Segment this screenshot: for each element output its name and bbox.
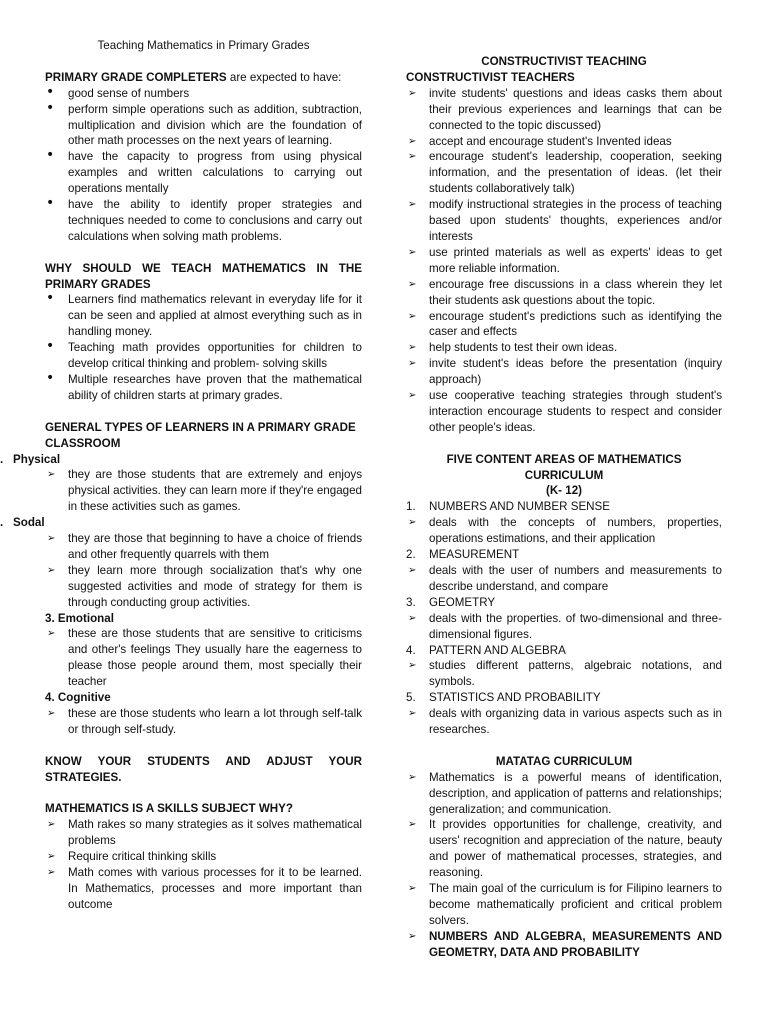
list-item-text: deals with the user of numbers and measurements to describe understand, and compare bbox=[429, 563, 722, 593]
bullet-icon: • bbox=[46, 147, 55, 164]
list-item bbox=[406, 277, 722, 309]
arrow-bullet-icon: ➢ bbox=[408, 883, 417, 895]
list-item bbox=[406, 817, 722, 881]
arrow-bullet-icon: ➢ bbox=[47, 867, 56, 879]
content-area-title: STATISTICS AND PROBABILITY bbox=[429, 691, 601, 705]
list-item bbox=[45, 197, 362, 245]
arrow-bullet-icon: ➢ bbox=[408, 771, 417, 783]
list-item-text: Multiple researches have proven that the mathematical ability of children starts at primary grades. bbox=[68, 373, 362, 402]
completers-list bbox=[45, 83, 362, 245]
arrow-bullet-icon: ➢ bbox=[408, 151, 417, 163]
list-item-text: Learners find mathematics relevant in everyday life for it can be seen and applied at almost everything such as in handling money. bbox=[68, 293, 362, 339]
list-item bbox=[406, 563, 722, 595]
content-area-title: MEASUREMENT bbox=[429, 548, 520, 562]
list-item bbox=[45, 83, 362, 102]
list-item bbox=[45, 563, 362, 611]
why-teach-heading: WHY SHOULD WE TEACH MATHEMATICS IN THE PRIMARY GRADES bbox=[45, 261, 362, 291]
social-learner-list bbox=[45, 531, 362, 611]
list-item-text: deals with organizing data in various aspects such as in researches. bbox=[429, 707, 722, 737]
list-item bbox=[45, 706, 362, 738]
content-area-number: 4. bbox=[406, 643, 416, 657]
list-item-text: they are those students that are extremely and enjoys physical activities. they can learn more if they're engaged in these activities such as games. bbox=[68, 468, 362, 514]
list-item-text: NUMBERS AND ALGEBRA, MEASUREMENTS AND GEOMETRY, DATA AND PROBABILITY bbox=[429, 929, 722, 959]
list-item-text: they learn more through socialization that's why one suggested activities and mode of strategy for them is through conducting group activities. bbox=[68, 563, 362, 609]
completers-heading: PRIMARY GRADE COMPLETERS are expected to have: bbox=[45, 70, 342, 84]
arrow-bullet-icon: ➢ bbox=[408, 819, 417, 831]
list-item bbox=[406, 515, 722, 547]
list-item bbox=[406, 340, 722, 356]
list-item bbox=[406, 929, 722, 961]
content-area-number: 1. bbox=[406, 500, 416, 514]
learner-types-heading: GENERAL TYPES OF LEARNERS IN A PRIMARY GRADE CLASSROOM bbox=[45, 420, 356, 450]
content-area-title: PATTERN AND ALGEBRA bbox=[429, 643, 566, 657]
list-item-text: use cooperative teaching strategies through student's interaction encourage students to respect and consider other people's ideas. bbox=[429, 389, 722, 434]
content-area-title: NUMBERS AND NUMBER SENSE bbox=[429, 500, 611, 514]
arrow-bullet-icon: ➢ bbox=[408, 708, 417, 720]
list-item bbox=[406, 86, 722, 134]
list-item bbox=[45, 626, 362, 690]
learner-type-physical: . Physical bbox=[0, 452, 61, 466]
content-area-name bbox=[406, 690, 722, 706]
bullet-icon: • bbox=[46, 370, 55, 386]
content-area-name bbox=[406, 643, 722, 659]
constructivist-title: CONSTRUCTIVIST TEACHING bbox=[481, 55, 647, 68]
list-item bbox=[406, 706, 722, 738]
arrow-bullet-icon: ➢ bbox=[47, 851, 56, 863]
content-area-name bbox=[406, 499, 722, 515]
list-item-text: Require critical thinking skills bbox=[68, 850, 217, 864]
arrow-bullet-icon: ➢ bbox=[408, 930, 417, 942]
left-column bbox=[0, 38, 362, 913]
learner-type-social: . Sodal bbox=[0, 516, 45, 530]
matatag-list bbox=[406, 770, 722, 961]
list-item bbox=[45, 340, 362, 372]
content-area-name bbox=[406, 595, 722, 611]
why-teach-list bbox=[45, 292, 362, 403]
list-item bbox=[45, 817, 362, 849]
list-item-text: use printed materials as well as experts' ideas to get more reliable information. bbox=[429, 245, 722, 275]
list-item bbox=[406, 388, 722, 436]
arrow-bullet-icon: ➢ bbox=[408, 310, 417, 322]
list-item-text: Math rakes so many strategies as it solves mathematical problems bbox=[68, 818, 362, 848]
list-item-text: have the capacity to progress from using physical examples and written calculations to carrying out operations mentally bbox=[68, 150, 362, 196]
list-item bbox=[45, 865, 362, 913]
list-item-text: have the ability to identify proper strategies and techniques needed to come to conclusions and carry out calculations when solving math problems. bbox=[68, 198, 362, 243]
list-item-text: invite student's ideas before the presentation (inquiry approach) bbox=[429, 357, 722, 387]
arrow-bullet-icon: ➢ bbox=[408, 660, 417, 672]
arrow-bullet-icon: ➢ bbox=[408, 517, 417, 529]
list-item-text: help students to test their own ideas. bbox=[429, 341, 618, 355]
list-item-text: modify instructional strategies in the process of teaching based upon students' thoughts, experiences and/or interests bbox=[429, 198, 722, 243]
list-item-text: The main goal of the curriculum is for Filipino learners to become mathematically proficient and critical problem solvers. bbox=[429, 882, 722, 927]
arrow-bullet-icon: ➢ bbox=[47, 628, 56, 640]
list-item bbox=[406, 658, 722, 690]
content-area-number: 3. bbox=[406, 595, 416, 609]
constructivist-teachers-heading: CONSTRUCTIVIST TEACHERS bbox=[406, 70, 575, 84]
list-item bbox=[45, 292, 362, 340]
arrow-bullet-icon: ➢ bbox=[408, 390, 417, 402]
list-item-text: encourage student's predictions such as identifying the caser and effects bbox=[429, 309, 722, 339]
arrow-bullet-icon: ➢ bbox=[408, 246, 417, 258]
content-area-name bbox=[406, 547, 722, 563]
bullet-icon: • bbox=[46, 99, 55, 116]
physical-learner-list bbox=[45, 467, 362, 515]
list-item bbox=[406, 245, 722, 277]
list-item bbox=[406, 134, 722, 150]
document-title: Teaching Mathematics in Primary Grades bbox=[97, 39, 310, 52]
list-item bbox=[45, 849, 362, 865]
learner-type-cognitive: 4. Cognitive bbox=[45, 691, 111, 705]
list-item bbox=[45, 99, 362, 150]
know-students-heading: KNOW YOUR STUDENTS AND ADJUST YOUR STRATEGIES. bbox=[45, 754, 362, 784]
list-item-text: deals with the concepts of numbers, properties, operations estimations, and their application bbox=[429, 516, 722, 546]
list-item-text: they are those that beginning to have a choice of friends and other frequently quarrels with them bbox=[68, 532, 362, 561]
list-item-text: Math comes with various processes for it to be learned. In Mathematics, processes and more important than outcome bbox=[68, 866, 362, 911]
arrow-bullet-icon: ➢ bbox=[47, 564, 56, 576]
list-item bbox=[406, 309, 722, 341]
skills-subject-list bbox=[45, 817, 362, 912]
list-item bbox=[406, 356, 722, 388]
list-item-text: good sense of numbers bbox=[68, 86, 190, 100]
list-item-text: accept and encourage student's Invented ideas bbox=[429, 134, 672, 148]
constructivist-list bbox=[406, 86, 722, 436]
matatag-heading: MATATAG CURRICULUM bbox=[495, 754, 633, 768]
arrow-bullet-icon: ➢ bbox=[408, 342, 417, 354]
list-item-text: these are those students who learn a lot through self-talk or through self-study. bbox=[68, 707, 362, 736]
bullet-icon: • bbox=[46, 83, 55, 100]
bullet-icon: • bbox=[46, 338, 55, 355]
arrow-bullet-icon: ➢ bbox=[408, 135, 417, 147]
list-item-text: invite students' questions and ideas casks them about their previous experiences and learnings that can be connected to the topic discussed) bbox=[429, 86, 722, 132]
list-item bbox=[406, 197, 722, 245]
list-item bbox=[406, 611, 722, 643]
emotional-learner-list bbox=[45, 626, 362, 690]
cognitive-learner-list bbox=[45, 706, 362, 738]
list-item bbox=[406, 770, 722, 818]
list-item bbox=[406, 149, 722, 197]
arrow-bullet-icon: ➢ bbox=[47, 708, 56, 720]
list-item-text: these are those students that are sensitive to criticisms and other's feelings They usually hare the eagerness to please those people around them, most specially their teacher bbox=[68, 627, 362, 689]
list-item bbox=[406, 881, 722, 929]
arrow-bullet-icon: ➢ bbox=[47, 533, 56, 545]
list-item-text: perform simple operations such as addition, subtraction, multiplication and division which are the foundation of other math processes on the next years of learning. bbox=[68, 102, 362, 148]
list-item-text: It provides opportunities for challenge, creativity, and users' recognition and appreciation of the nature, beauty and power of mathematical processes, strategies, and reasoning. bbox=[429, 818, 722, 880]
bullet-icon: • bbox=[46, 290, 55, 307]
learner-type-emotional: 3. Emotional bbox=[45, 611, 114, 625]
list-item bbox=[45, 372, 362, 404]
list-item bbox=[45, 467, 362, 515]
list-item-text: Mathematics is a powerful means of identification, description, and application of patterns and relationships; generalization; and communication. bbox=[429, 770, 722, 816]
content-area-number: 5. bbox=[406, 691, 416, 705]
arrow-bullet-icon: ➢ bbox=[408, 278, 417, 290]
list-item bbox=[45, 149, 362, 197]
list-item-text: encourage student's leadership, cooperation, seeking information, and the presentation of ideas. (let their students collaboratively talk) bbox=[429, 150, 722, 196]
arrow-bullet-icon: ➢ bbox=[408, 358, 417, 370]
arrow-bullet-icon: ➢ bbox=[47, 819, 56, 831]
right-column bbox=[406, 54, 722, 961]
five-areas-heading: FIVE CONTENT AREAS OF MATHEMATICS CURRICULUM (K- 12) bbox=[446, 452, 682, 498]
list-item-text: deals with the properties. of two-dimensional and three-dimensional figures. bbox=[429, 611, 722, 641]
skills-subject-heading: MATHEMATICS IS A SKILLS SUBJECT WHY? bbox=[45, 802, 293, 816]
arrow-bullet-icon: ➢ bbox=[408, 612, 417, 624]
arrow-bullet-icon: ➢ bbox=[408, 87, 417, 99]
list-item-text: Teaching math provides opportunities for children to develop critical thinking and problem- solving skills bbox=[68, 341, 362, 371]
content-area-number: 2. bbox=[406, 548, 416, 562]
list-item bbox=[45, 531, 362, 563]
arrow-bullet-icon: ➢ bbox=[408, 564, 417, 576]
five-areas-list bbox=[406, 499, 722, 738]
bullet-icon: • bbox=[46, 195, 55, 212]
arrow-bullet-icon: ➢ bbox=[47, 469, 56, 481]
content-area-title: GEOMETRY bbox=[429, 595, 496, 609]
arrow-bullet-icon: ➢ bbox=[408, 199, 417, 211]
list-item-text: encourage free discussions in a class wherein they let their students ask questions about the topic. bbox=[429, 277, 722, 307]
list-item-text: studies different patterns, algebraic notations, and symbols. bbox=[429, 659, 722, 689]
